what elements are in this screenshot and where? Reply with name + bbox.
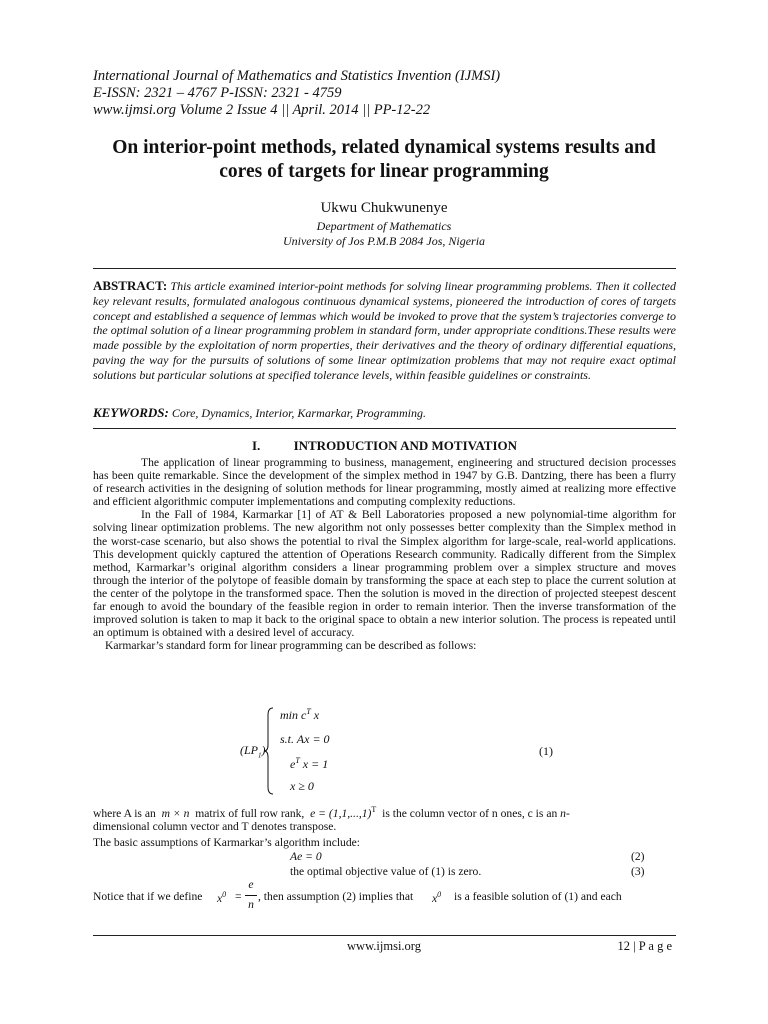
equation-number-3: (3) — [631, 865, 645, 878]
abstract-top-rule — [93, 268, 676, 269]
where-part-3: is the column vector of n ones, c is an — [382, 806, 558, 820]
equation-constraint-1: s.t. Ax = 0 — [280, 732, 330, 746]
journal-header — [93, 68, 673, 119]
where-n: n — [560, 806, 566, 820]
keywords-bottom-rule — [93, 428, 676, 429]
assumptions-intro: The basic assumptions of Karmarkar’s algorithm include: — [93, 836, 361, 849]
objective-end: x — [310, 708, 320, 722]
assumption-3: the optimal objective value of (1) is zero. — [290, 865, 482, 878]
constraint2-sup: T — [295, 756, 300, 765]
equation-objective — [280, 707, 319, 723]
keywords-label: KEYWORDS: — [93, 405, 169, 420]
notice-x0 — [217, 890, 226, 905]
journal-name: International Journal of Mathematics and Statistics Invention (IJMSI) — [93, 68, 501, 84]
footer-rule — [93, 935, 676, 936]
equation-lp1 — [230, 703, 430, 803]
intro-paragraph-1: The application of linear programming to business, management, engineering and structured decision processes has been quite remarkable. Since the development of the simplex method in 1947 by G.B. Dantzing, there has been a flurry of research activities in the designing of solution methods for linear programming, mostly aimed at realizing more effective and efficient algorithmic computer implementations and computing complexity reductions. — [93, 456, 676, 509]
intro-body — [93, 456, 676, 652]
notice-part-3: is a feasible solution of (1) and each — [454, 890, 622, 903]
notice-x0b-text: x — [432, 891, 438, 905]
constraint2-text: e — [290, 757, 296, 771]
intro-paragraph-3: Karmarkar’s standard form for linear programming can be described as follows: — [105, 639, 477, 653]
equation-label-sub: 1 — [258, 751, 262, 760]
equation-constraint-2 — [290, 756, 328, 772]
where-line-2: dimensional column vector and T denotes transpose. — [93, 820, 337, 834]
equation-label-text: (LP — [240, 743, 258, 757]
title-line-2: cores of targets for linear programming — [219, 161, 549, 182]
author-affiliation — [60, 219, 708, 249]
constraint2-end: x = 1 — [299, 757, 329, 771]
notice-x0b — [432, 890, 441, 905]
notice-part-2: , then assumption (2) implies that — [258, 890, 414, 903]
title-line-1: On interior-point methods, related dynamical systems results and — [112, 137, 656, 158]
author-name: Ukwu Chukwunenye — [320, 200, 448, 216]
author-university: University of Jos P.M.B 2084 Jos, Nigeria — [282, 234, 486, 248]
section-number: I. — [252, 438, 261, 453]
abstract — [93, 279, 676, 383]
paper-title — [60, 136, 708, 184]
footer-page-number: 12 | P a g e — [617, 939, 672, 953]
journal-volume: www.ijmsi.org Volume 2 Issue 4 || April. 2014 || PP-12-22 — [93, 102, 431, 118]
objective-text: min c — [280, 708, 307, 722]
assumption-2: Ae = 0 — [290, 850, 322, 863]
equation-label-close: ) — [261, 743, 266, 757]
keywords — [93, 405, 676, 421]
notice-part-1: Notice that if we define — [93, 890, 203, 903]
keywords-text: Core, Dynamics, Interior, Karmarkar, Programming. — [171, 406, 426, 420]
curly-brace — [261, 707, 274, 795]
equation-number-1: (1) — [539, 744, 553, 758]
where-part-2: matrix of full row rank, — [195, 806, 305, 820]
equation-constraint-3: x ≥ 0 — [290, 779, 314, 793]
equation-label — [240, 743, 266, 759]
objective-sup: T — [306, 707, 311, 716]
where-part-1: where A is an — [93, 806, 156, 820]
notice-fraction-den: n — [248, 898, 254, 911]
notice-x0b-sup: 0 — [437, 890, 442, 899]
intro-paragraph-2: In the Fall of 1984, Karmarkar [1] of AT & Bell Laboratories proposed a new polynomial-time algorithm for solving linear optimization problems. The new algorithm not only possesses better complexity than the Simplex method in the worst-case scenario, but also shows the potential to rival the Simplex algorithm for large-scale, real-world applications. This development quickly captured the attention of Operations Research community. Radically different from the Simplex method, Karmarkar’s original algorithm considers a linear programming problem over a simplex structure and moves through the interior of the polytope of feasible domain by transforming the space at each step to place the current solution at the center of the polytope in the transformed space. Then the solution is moved in the direction of projected steepest descent far enough to avoid the boundary of the feasible region in order to remain interior. Then the inverse transformation of the improved solution is taken to map it back to the original space to obtain a new interior solution. The process is repeated until an optimum is obtained with a desired level of accuracy. — [93, 508, 676, 640]
notice-eq: = — [235, 890, 242, 903]
abstract-label: ABSTRACT: — [93, 278, 168, 293]
where-clause — [93, 803, 676, 834]
where-evec: e = (1,1,...,1) — [310, 806, 372, 820]
notice-x0-sup: 0 — [222, 890, 227, 899]
where-evec-sup: T — [371, 805, 377, 814]
section-heading — [93, 438, 676, 454]
notice-fraction-bar — [245, 895, 257, 896]
notice-fraction-num: e — [248, 878, 254, 891]
abstract-text: This article examined interior-point methods for solving linear programming problems. Then it collected key relevant results, formulated analogous continuous dynamical systems, pioneered the introduction of cores of targets concept and established a sequence of lemmas which would be invoked to prove that the system’s trajectories converge to the optimal solution of a linear programming problem in standard form, under appropriate conditions.These results were made possible by the exploitation of norm properties, their derivatives and the theory of ordinary differential equations, paving the way for the pursuits of solutions of some linear optimization problems that may not require exact optimal solutions but particular solutions at specified tolerance levels, within feasible guidelines or constraints. — [93, 279, 677, 382]
where-part-4: - — [565, 806, 570, 820]
assumptions — [93, 836, 676, 878]
section-title: INTRODUCTION AND MOTIVATION — [293, 438, 517, 453]
author-department: Department of Mathematics — [316, 219, 452, 233]
equation-number-2: (2) — [631, 850, 645, 863]
where-mxn: m × n — [161, 806, 190, 820]
where-line-1 — [93, 803, 676, 820]
journal-issn: E-ISSN: 2321 – 4767 P-ISSN: 2321 - 4759 — [93, 85, 342, 101]
footer-url: www.ijmsi.org — [347, 939, 421, 953]
notice-x0-text: x — [217, 891, 223, 905]
